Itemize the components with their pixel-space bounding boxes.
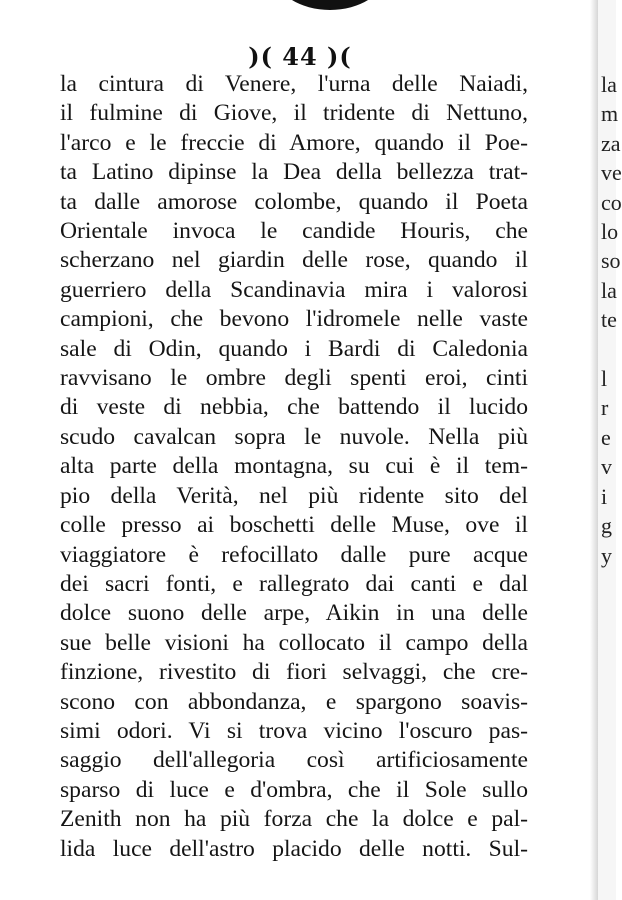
body-text bbox=[60, 70, 528, 864]
top-ornament-shape bbox=[275, 0, 385, 10]
text-line: la cintura di Venere, l'urna delle Naiadi, bbox=[60, 71, 528, 97]
page-number: )( 44 )( bbox=[248, 42, 352, 71]
text-line: colle presso ai boschetti delle Muse, ove il bbox=[60, 512, 528, 539]
facing-text-fragment: v bbox=[601, 454, 612, 480]
text-line: alta parte della montagna, su cui è il tem- bbox=[60, 453, 528, 480]
text-line: Orientale invoca le candide Houris, che bbox=[60, 218, 528, 245]
text-line: ravvisano le ombre degli spenti eroi, cinti bbox=[60, 365, 528, 392]
facing-page-edge bbox=[598, 0, 622, 900]
facing-text-fragment: e bbox=[601, 424, 611, 450]
text-line: l'arco e le freccie di Amore, quando il Poe- bbox=[60, 129, 528, 156]
text-line: dolce suono delle arpe, Aikin in una delle bbox=[60, 600, 528, 627]
facing-text-fragment: ve bbox=[601, 160, 622, 186]
text-line: Zenith non ha più forza che la dolce e pal- bbox=[60, 806, 528, 833]
text-line: scudo cavalcan sopra le nuvole. Nella più bbox=[60, 423, 528, 450]
facing-text-fragment: g bbox=[601, 513, 612, 539]
facing-text-fragment: la bbox=[601, 72, 617, 97]
text-line: il fulmine di Giove, il tridente di Nettuno, bbox=[60, 100, 528, 127]
text-line: sparso di luce e d'ombra, che il Sole sullo bbox=[60, 776, 528, 803]
facing-text-fragment: lo bbox=[601, 219, 619, 245]
text-line: sale di Odin, quando i Bardi di Caledonia bbox=[60, 335, 528, 362]
facing-text-fragment: y bbox=[601, 542, 612, 568]
text-line: di veste di nebbia, che battendo il lucido bbox=[60, 394, 528, 421]
text-line: finzione, rivestito di fiori selvaggi, che cre- bbox=[60, 659, 528, 686]
facing-text-fragment: r bbox=[601, 395, 609, 421]
facing-text-fragment: m bbox=[601, 101, 619, 127]
text-line: ta Latino dipinse la Dea della bellezza trat- bbox=[60, 159, 528, 186]
text-line: viaggiatore è refocillato dalle pure acque bbox=[60, 541, 528, 568]
text-line: sue belle visioni ha collocato il campo della bbox=[60, 629, 528, 656]
facing-text-fragment: co bbox=[601, 189, 622, 215]
facing-text-fragment: i bbox=[601, 483, 608, 509]
text-line: saggio dell'allegoria così artificiosamente bbox=[60, 747, 528, 774]
text-line: pio della Verità, nel più ridente sito del bbox=[60, 482, 528, 509]
text-line: campioni, che bevono l'idromele nelle vaste bbox=[60, 306, 528, 333]
facing-text-fragment: la bbox=[601, 277, 617, 303]
facing-text-fragment: te bbox=[601, 307, 617, 333]
text-line: simi odori. Vi si trova vicino l'oscuro pas- bbox=[60, 717, 528, 744]
text-line: dei sacri fonti, e rallegrato dai canti e dal bbox=[60, 570, 528, 597]
text-line: ta dalle amorose colombe, quando il Poeta bbox=[60, 188, 528, 215]
facing-page-text bbox=[601, 70, 622, 570]
facing-text-fragment bbox=[601, 335, 622, 364]
facing-text-fragment: za bbox=[601, 130, 621, 156]
text-line: scono con abbondanza, e spargono soavis- bbox=[60, 688, 528, 715]
facing-text-fragment: so bbox=[601, 248, 621, 274]
page-gutter-shadow bbox=[590, 0, 598, 900]
text-line: lida luce dell'astro placido delle notti. Sul- bbox=[60, 835, 528, 862]
text-line: guerriero della Scandinavia mira i valorosi bbox=[60, 276, 528, 303]
facing-text-fragment: l bbox=[601, 366, 608, 392]
text-line: scherzano nel giardin delle rose, quando il bbox=[60, 247, 528, 274]
